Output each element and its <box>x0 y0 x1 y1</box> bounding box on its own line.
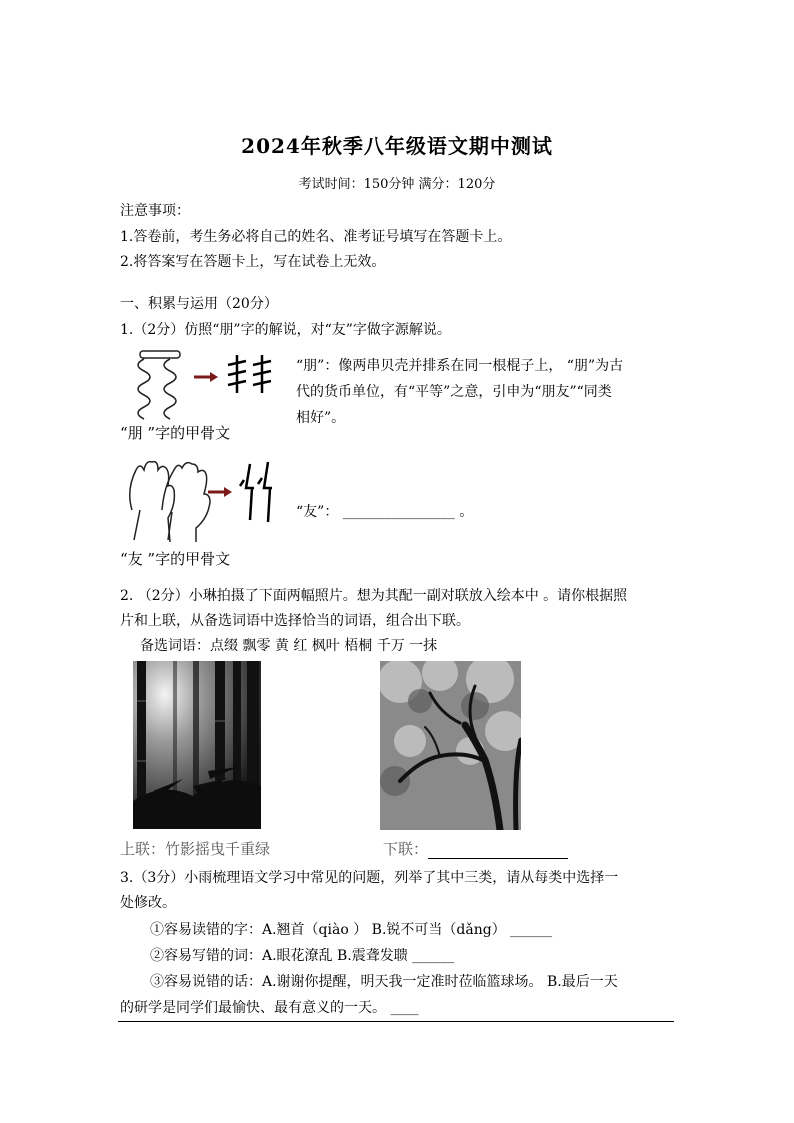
q3-item-3-line1: ③容易说错的话：A.谢谢你提醒，明天我一定准时莅临篮球场。 B.最后一天 <box>150 974 618 990</box>
q3-item-3-line2: 的研学是同学们最愉快、最有意义的一天。 ____ <box>120 1000 419 1016</box>
lower-couplet-blank[interactable] <box>428 840 568 859</box>
note-item-2: 2.将答案写在答题卡上，写在试卷上无效。 <box>120 254 386 270</box>
q2-word-options: 备选词语：点缀 飘零 黄 红 枫叶 梧桐 千万 一抹 <box>140 638 438 654</box>
exam-info: 考试时间：150分钟 满分：120分 <box>298 177 496 192</box>
q2-stem-1: 2. （2分）小琳拍摄了下面两幅照片。想为其配一副对联放入绘本中 。请你根据照 <box>120 588 628 604</box>
hands-icon <box>130 462 210 542</box>
q2-stem-2: 片和上联，从备选词语中选择恰当的词语，组合出下联。 <box>120 613 470 629</box>
page-divider <box>118 1021 674 1022</box>
peng-explanation-1: “朋”：像两串贝壳并排系在同一根棍子上， “朋”为古 <box>296 358 624 374</box>
you-oracle-illustration <box>122 450 282 542</box>
q3-item-1: ①容易读错的字：A.翘首（qiào ） B.锐不可当（dǎng） ______ <box>150 922 553 938</box>
section-heading: 一、积累与运用（20分） <box>120 296 278 312</box>
peng-oracle-illustration <box>122 345 282 425</box>
lower-couplet-row <box>383 838 568 859</box>
lower-couplet-label: 下联： <box>383 840 429 858</box>
stick-shape <box>140 351 180 358</box>
q3-stem-2: 处修改。 <box>120 895 176 911</box>
arrow-icon <box>194 372 218 382</box>
page-title: 2024年秋季八年级语文期中测试 <box>241 134 553 158</box>
you-answer-blank[interactable]: ________________ <box>342 504 455 520</box>
tree-photo <box>380 661 521 830</box>
peng-explanation-2: 代的货币单位，有“平等”之意，引申为“朋友”“同类 <box>296 384 612 400</box>
bamboo-photo <box>133 661 261 829</box>
peng-explanation-3: 相好”。 <box>296 410 346 426</box>
upper-couplet: 上联：竹影摇曳千重绿 <box>120 840 271 858</box>
arrow-icon <box>208 487 232 497</box>
q1-stem: 1.（2分）仿照“朋”字的解说，对“友”字做字源解说。 <box>120 322 451 338</box>
peng-glyph <box>228 355 271 393</box>
you-label: “友”： <box>296 504 339 520</box>
q3-item-2: ②容易写错的词：A.眼花潦乱 B.震聋发聩 ______ <box>150 948 455 964</box>
you-glyph <box>240 462 272 522</box>
you-caption: “友 ”字的甲骨文 <box>120 550 231 568</box>
notes-heading: 注意事项： <box>120 203 190 219</box>
you-end: 。 <box>459 504 474 520</box>
you-answer-row <box>296 501 473 521</box>
q3-stem-1: 3.（3分）小雨梳理语文学习中常见的问题，列举了其中三类，请从每类中选择一 <box>120 870 619 886</box>
note-item-1: 1.答卷前，考生务必将自己的姓名、准考证号填写在答题卡上。 <box>120 229 512 245</box>
peng-caption: “朋 ”字的甲骨文 <box>120 424 231 442</box>
